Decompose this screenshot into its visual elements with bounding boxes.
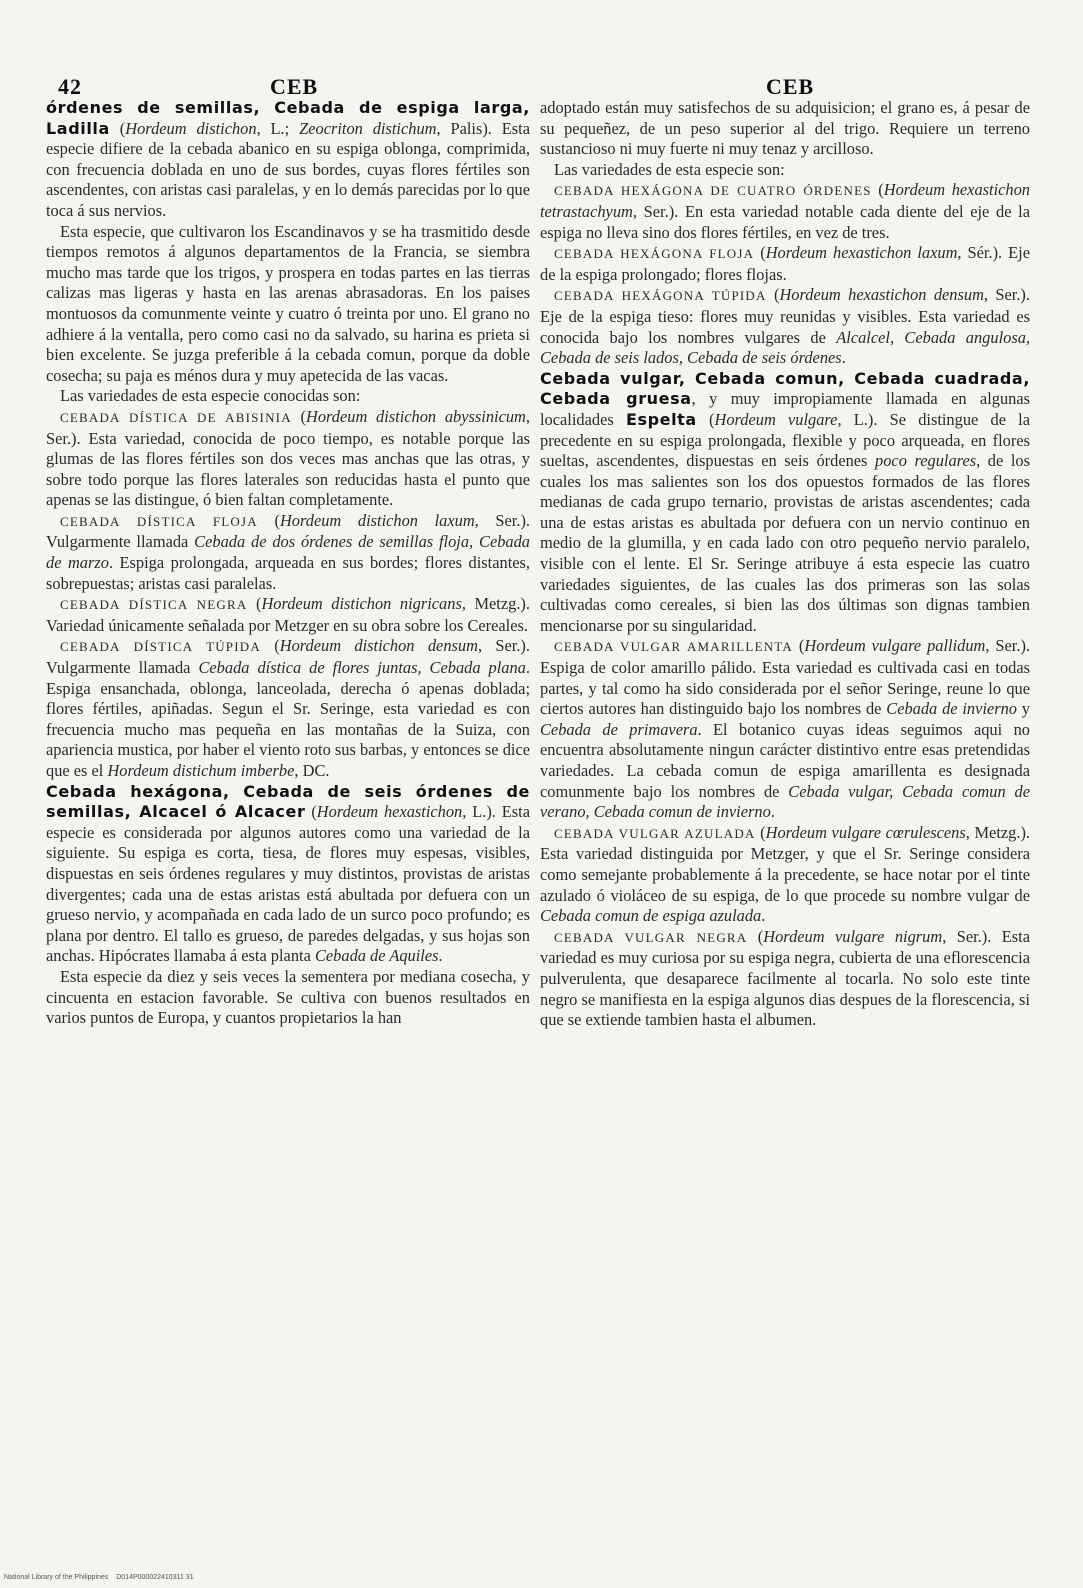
latin-name: Alcalcel, Cebada angulosa, Cebada de seis lados, Cebada de seis órdenes bbox=[540, 327, 1030, 368]
paragraph bbox=[540, 243, 1030, 285]
paragraph bbox=[540, 98, 1030, 160]
latin-name: Hordeum vulgare pallidum bbox=[804, 636, 986, 656]
variety-name: CEBADA DÍSTICA NEGRA bbox=[60, 597, 248, 613]
text-run: , y muy impropiamente llamada en algunas localidades bbox=[540, 389, 1030, 429]
text-run: Esta especie da diez y seis veces la sementera por mediana cosecha, y cincuenta en estacion favorable. Se cultiva con buenos resultados en varios puntos de Europa, y cuantos propietarios la han bbox=[46, 966, 530, 1028]
latin-name: Hordeum vulgare nigrum bbox=[763, 926, 943, 946]
text-run: , Ser.). Espiga de color amarillo pálido. Esta variedad es cultivada casi en todas partes, y tal como ha sido considerada por el señor Seringe, reune lo que ciertos autores han distinguido bajo los nombres de bbox=[540, 636, 1031, 719]
text-run: ( bbox=[260, 636, 280, 656]
latin-name: Hordeum vulgare bbox=[714, 409, 838, 429]
latin-name: Cebada vulgar, Cebada comun de verano, Cebada comun de invierno bbox=[540, 781, 1031, 822]
text-run: , Sér.). Eje de la espiga prolongado; flores flojas. bbox=[540, 243, 1031, 284]
latin-name: Cebada de Aquiles bbox=[314, 946, 439, 966]
text-run: adoptado están muy satisfechos de su adquisicion; el grano es, á pesar de su pequeñez, de un peso superior al del trigo. Requiere un terreno sustancioso ni muy fuerte ni muy tenaz y arcilloso. bbox=[540, 98, 1030, 159]
latin-name: Hordeum distichon densum bbox=[279, 636, 478, 656]
paragraph bbox=[46, 594, 530, 636]
text-run: ( bbox=[291, 406, 306, 426]
text-run: . bbox=[770, 802, 775, 822]
text-run: . bbox=[438, 946, 443, 966]
paragraph bbox=[46, 967, 530, 1029]
scan-footer bbox=[4, 1574, 200, 1581]
latin-name: Cebada de primavera bbox=[540, 719, 698, 739]
text-run: , de los cuales los mas salientes son los dos opuestos formados de las flores medianas de cada grupo ternario, provistas de aristas ascendentes; cada una de estas aristas es abultada por defuera con un nervio continuo en medio de la glumilla, y en cada lado con otro pequeño nervio paralelo, visible con el lente. El Sr. Seringe atribuye á esta especie las cuatro variedades siguientes, de las cuales las dos primeras son las solas cultivadas como cereales, si bien las dos últimas son dignas tambien mencionarse por su singularidad. bbox=[540, 451, 1030, 635]
latin-name: Hordeum distichon nigricans bbox=[261, 594, 462, 614]
paragraph bbox=[540, 823, 1030, 927]
text-run: , Ser.). Vulgarmente llamada bbox=[46, 636, 530, 678]
paragraph bbox=[540, 636, 1030, 822]
latin-name: Zeocriton distichum bbox=[299, 118, 437, 138]
text-run: ( bbox=[747, 926, 764, 946]
latin-name: Cebada comun de espiga azulada bbox=[540, 906, 762, 926]
paragraph bbox=[46, 386, 530, 407]
variety-name: CEBADA DÍSTICA FLOJA bbox=[60, 513, 258, 529]
variety-name: CEBADA HEXÁGONA TÚPIDA bbox=[554, 288, 767, 304]
text-run: , Metzg.). Variedad únicamente señalada por Metzger en su obra sobre los Cereales. bbox=[46, 594, 530, 635]
text-run: , Ser.). Esta variedad es muy curiosa por su espiga negra, cubierta de una eflorescencia pulverulenta, que desaparece facilmente al tocarla. No solo este tinte negro se manifiesta en la espiga algunos dias despues de la florescencia, si que se extiende tambien hasta el albumen. bbox=[540, 926, 1030, 1030]
text-run: . Espiga prolongada, arqueada en sus bordes; flores distantes, sobrepuestas; aristas casi paralelas. bbox=[46, 553, 530, 593]
footer-code: D014P000022410311 31 bbox=[116, 1574, 194, 1581]
text-run: ( bbox=[696, 409, 715, 429]
text-run: Las variedades de esta especie son: bbox=[554, 159, 785, 179]
latin-name: Hordeum vulgare cœrulescens bbox=[765, 822, 966, 842]
right-text-column bbox=[540, 98, 1030, 1031]
paragraph bbox=[540, 369, 1030, 637]
text-run: ( bbox=[247, 594, 262, 614]
left-text-column bbox=[46, 98, 530, 1029]
paragraph bbox=[540, 160, 1030, 181]
paragraph bbox=[46, 407, 530, 511]
text-run: . El botanico cuyas ideas seguimos aqui no encuentra absolutamente ningun carácter distintivo entre esas pretendidas variedades. La cebada comun de espiga amarillenta es designada comunmente bajo los nombres de bbox=[540, 719, 1030, 801]
text-run: ( bbox=[871, 180, 884, 200]
entry-heading: órdenes de semillas, Cebada de espiga larga, Ladilla bbox=[46, 98, 530, 138]
latin-name: Hordeum hexastichon tetrastachyum bbox=[540, 180, 1030, 221]
text-run: y bbox=[1016, 699, 1030, 719]
text-run: , L.). Se distingue de la precedente en su espiga prolongada, flexible y poco arqueada, en flores sueltas, ascendentes, dispuestas en seis órdenes bbox=[540, 409, 1030, 471]
text-run: , Ser.). Esta variedad, conocida de poco tiempo, es notable porque las glumas de las flores fértiles son dos veces mas anchas que las otras, y sobre todo porque las flores laterales son reducidas hasta el punto que apenas se las distingue, ó bien faltan completamente. bbox=[46, 406, 530, 510]
variety-name: CEBADA HEXÁGONA FLOJA bbox=[554, 246, 755, 262]
latin-name: Hordeum distichon laxum bbox=[279, 510, 475, 530]
paragraph bbox=[46, 636, 530, 781]
entry-heading: Espelta bbox=[625, 409, 697, 429]
entry-heading: Cebada hexágona, Cebada de seis órdenes de semillas, Alcacel ó Alcacer bbox=[46, 781, 530, 822]
latin-name: Cebada de invierno bbox=[886, 699, 1017, 719]
latin-name: Hordeum hexastichon laxum bbox=[765, 243, 958, 263]
variety-name: CEBADA VULGAR NEGRA bbox=[554, 929, 748, 945]
text-run: Las variedades de esta especie conocidas son: bbox=[60, 386, 361, 406]
text-run: , Ser.). Vulgarmente llamada bbox=[46, 510, 530, 552]
text-run: ( bbox=[109, 118, 126, 138]
latin-name: Hordeum hexastichon densum bbox=[779, 285, 984, 305]
latin-name: Hordeum distichon abyssinicum bbox=[305, 406, 526, 426]
variety-name: CEBADA VULGAR AZULADA bbox=[554, 825, 756, 841]
paragraph bbox=[46, 511, 530, 594]
latin-name: Hordeum distichum imberbe bbox=[107, 761, 295, 780]
text-run: ( bbox=[766, 285, 780, 305]
text-run: , Ser.). Eje de la espiga tieso: flores muy reunidas y visibles. Esta variedad es conocida bajo los nombres vulgares de bbox=[540, 285, 1030, 347]
latin-name: Cebada de dos órdenes de semillas floja, Cebada de marzo bbox=[46, 532, 531, 573]
text-run: Esta especie, que cultivaron los Escandinavos y se ha trasmitido desde tiempos remotos á algunos departamentos de la Francia, se siembra mucho mas tarde que los trigos, y prospera en todas partes en las tierras calizas mas ligeras y hasta en las arenas abrasadoras. En los paises montuosos da comunmente veinte y cuatro ó treinta por uno. El grano no adhiere á la ventalla, pero como casi no da salvado, su harina es prieta si bien excelente. Se juzga preferible á la cebada comun, porque da doble cosecha; su paja es ménos dura y muy apetecida de las vacas. bbox=[46, 221, 530, 385]
variety-name: CEBADA HEXÁGONA DE CUATRO ÓRDENES bbox=[554, 183, 872, 199]
paragraph bbox=[540, 285, 1030, 368]
paragraph bbox=[540, 927, 1030, 1031]
left-running-head: CEB bbox=[270, 74, 319, 99]
text-run: ( bbox=[755, 822, 766, 842]
latin-name: Cebada dística de flores juntas, Cebada plana bbox=[198, 658, 526, 678]
text-run: . Espiga ensanchada, oblonga, lanceolada, derecha ó apenas doblada; flores fértiles, apiñadas. Segun el Sr. Seringe, esta variedad es con frecuencia mucho mas pequeña en las montañas de la Suiza, con apariencia mustica, por haber el viento roto sus barbas, y entonces se dice que es el bbox=[46, 658, 530, 780]
paragraph bbox=[46, 782, 530, 967]
entry-heading: Cebada vulgar, Cebada comun, Cebada cuadrada, Cebada gruesa bbox=[540, 368, 1030, 409]
variety-name: CEBADA VULGAR AMARILLENTA bbox=[554, 639, 793, 655]
text-run: , DC. bbox=[294, 761, 330, 780]
text-run: ( bbox=[792, 636, 805, 656]
footer-library: National Library of the Philippines bbox=[4, 1574, 109, 1581]
latin-name: Hordeum hexastichon bbox=[316, 802, 463, 822]
right-running-head: CEB bbox=[766, 74, 815, 99]
text-run: , Ser.). En esta variedad notable cada diente del eje de la espiga no lleva sino dos flores fértiles, en vez de tres. bbox=[540, 201, 1030, 242]
paragraph bbox=[46, 222, 530, 387]
text-run: ( bbox=[754, 243, 766, 263]
latin-name: Hordeum distichon bbox=[125, 118, 257, 138]
paragraph bbox=[540, 180, 1030, 243]
latin-name: poco regulares bbox=[875, 451, 977, 471]
variety-name: CEBADA DÍSTICA DE ABISINIA bbox=[60, 409, 292, 425]
page-number: 42 bbox=[58, 74, 82, 99]
text-run: , Palis). Esta especie difiere de la cebada abanico en su espiga oblonga, comprimida, con frecuencia doblada en uno de sus bordes, cuyas flores fértiles son ascendentes, con aristas casi paralelas, y en lo demás parecidas por lo que toca á sus nervios. bbox=[46, 118, 531, 220]
text-run: . bbox=[761, 906, 766, 926]
text-run: , Metzg.). Esta variedad distinguida por Metzger, y que el Sr. Seringe considera como semejante probablemente á la precedente, se hace notar por el tinte azulado ó violáceo de su espiga, de lo que procede su nombre vulgar de bbox=[540, 822, 1030, 905]
paragraph bbox=[46, 98, 530, 222]
text-run: ( bbox=[257, 510, 280, 530]
text-run: , L.; bbox=[256, 118, 300, 138]
text-run: , L.). Esta especie es considerada por algunos autores como una variedad de la siguiente. Su espiga es corta, tiesa, de flores muy espesas, visibles, dispuestas en seis órdenes regulares y muy distintos, provistas de aristas divergentes; cada una de estas aristas está abultada por defuera con un grueso nervio, y acompañada en cada lado de un surco poco profundo; es plana por dentro. El tallo es grueso, de paredes delgadas, y sus hojas son anchas. Hipócrates llamaba á esta planta bbox=[46, 802, 530, 966]
text-run: ( bbox=[305, 802, 317, 822]
variety-name: CEBADA DÍSTICA TÚPIDA bbox=[60, 639, 261, 655]
text-run: . bbox=[841, 348, 846, 368]
